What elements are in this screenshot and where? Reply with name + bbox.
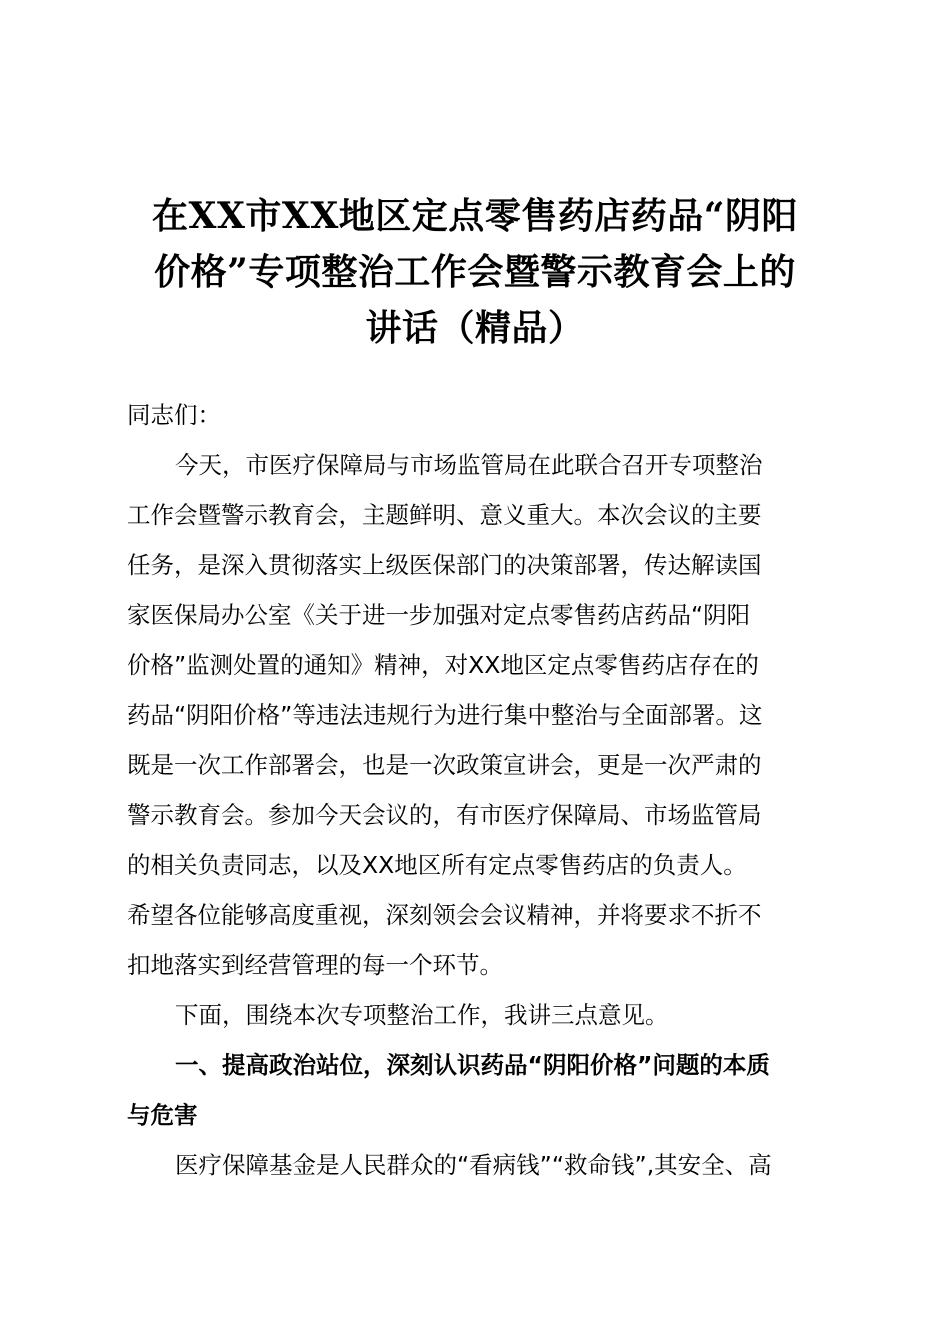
paragraph-fund: 医疗保障基金是人民群众的“看病钱”“救命钱”,其安全、高: [175, 1151, 772, 1179]
paragraph-line: 药品“阴阳价格”等违法违规行为进行集中整治与全面部署。这: [127, 701, 763, 729]
title-line-3: 讲话（精品）: [365, 307, 585, 349]
document-title: [110, 188, 840, 356]
salutation: 同志们：: [127, 401, 221, 429]
paragraph-opening-continued: [127, 490, 827, 990]
paragraph-line: 今天，市医疗保障局与市场监管局在此联合召开专项整治: [175, 451, 763, 479]
paragraph-line: 家医保局办公室《关于进一步加强对定点零售药店药品“阴阳: [127, 601, 751, 629]
section-heading-1: [127, 1040, 827, 1090]
paragraph-line: 希望各位能够高度重视，深刻领会会议精神，并将要求不折不: [127, 901, 762, 929]
paragraph-line: 任务，是深入贯彻落实上级医保部门的决策部署，传达解读国: [127, 551, 762, 579]
paragraph-line: 扣地落实到经营管理的每一个环节。: [127, 951, 503, 979]
heading-line: 一、提高政治站位，深刻认识药品“阴阳价格”问题的本质: [175, 1051, 770, 1079]
paragraph-transition: 下面，围绕本次专项整治工作，我讲三点意见。: [175, 1001, 669, 1029]
paragraph-opening: [127, 440, 827, 490]
document-body: [127, 390, 827, 1190]
title-line-1: 在XX市XX地区定点零售药店药品“阴阳: [152, 195, 798, 237]
title-line-2: 价格”专项整治工作会暨警示教育会上的: [154, 251, 796, 293]
paragraph-line: 既是一次工作部署会，也是一次政策宣讲会，更是一次严肃的: [127, 751, 762, 779]
section-heading-1-continued: [127, 1090, 827, 1140]
paragraph-line: 的相关负责同志，以及XX地区所有定点零售药店的负责人。: [127, 851, 747, 879]
heading-line: 与危害: [127, 1101, 198, 1129]
paragraph-line: 警示教育会。参加今天会议的，有市医疗保障局、市场监管局: [127, 801, 762, 829]
paragraph-line: 工作会暨警示教育会，主题鲜明、意义重大。本次会议的主要: [127, 501, 762, 529]
paragraph-line: 价格”监测处置的通知》精神，对XX地区定点零售药店存在的: [127, 651, 759, 679]
